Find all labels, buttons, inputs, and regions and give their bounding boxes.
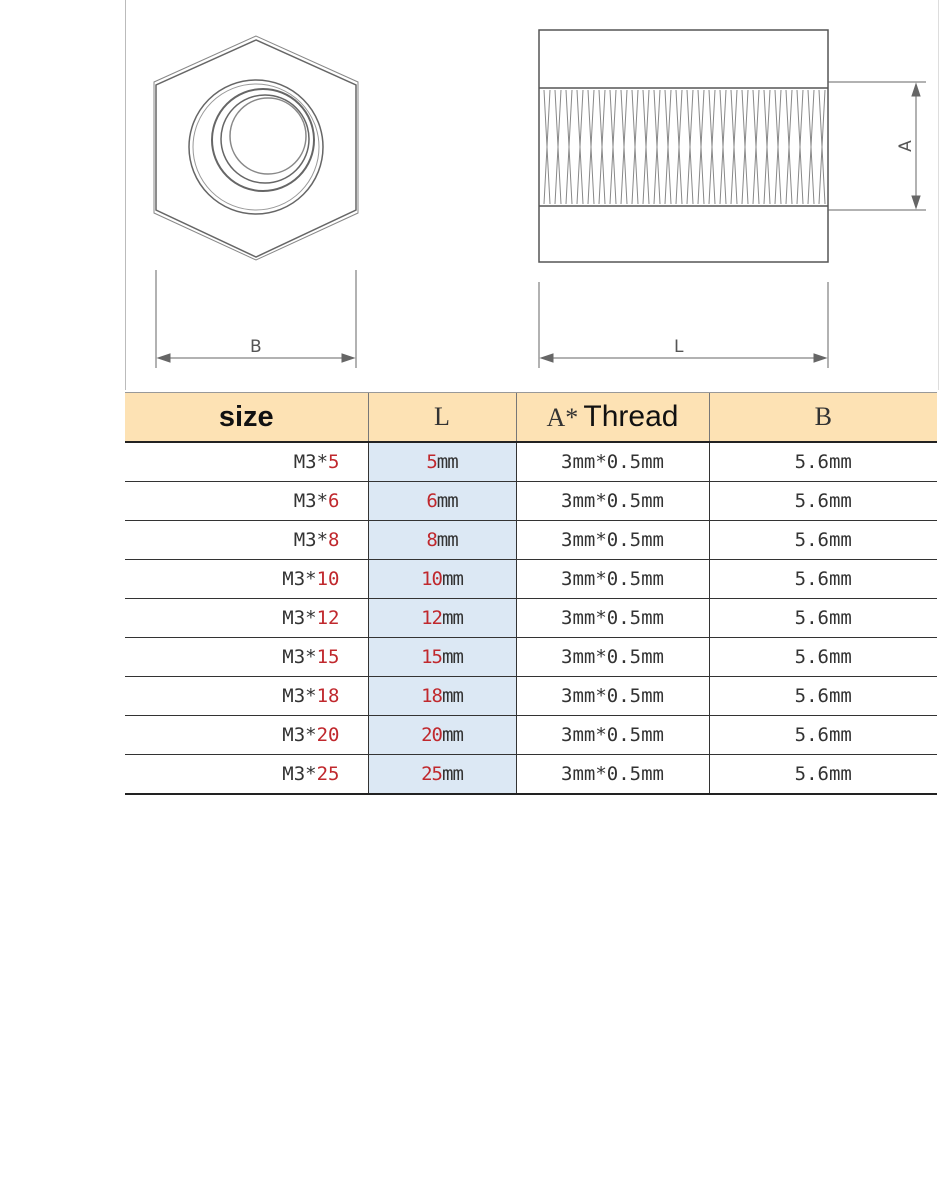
- standoff-drawing: [126, 0, 938, 390]
- size-prefix: M3*: [282, 763, 317, 785]
- table-row: [125, 638, 937, 677]
- length-value: 10: [421, 568, 442, 590]
- size-value: 18: [316, 685, 340, 707]
- width-cell: 5.6mm: [709, 716, 937, 755]
- table-row: [125, 442, 937, 482]
- table-row: [125, 599, 937, 638]
- size-value: 8: [328, 529, 340, 551]
- length-value: 15: [421, 646, 442, 668]
- length-cell: [368, 521, 516, 560]
- table-row: [125, 482, 937, 521]
- width-cell: 5.6mm: [709, 638, 937, 677]
- header-row: [125, 393, 937, 443]
- size-value: 20: [316, 724, 340, 746]
- length-cell: [368, 677, 516, 716]
- width-cell: 5.6mm: [709, 442, 937, 482]
- hex-front-view: [154, 36, 358, 260]
- size-prefix: M3*: [282, 568, 317, 590]
- thread-cell: 3mm*0.5mm: [516, 638, 709, 677]
- size-cell: [125, 677, 368, 716]
- size-prefix: M3*: [282, 724, 317, 746]
- thread-cell: 3mm*0.5mm: [516, 677, 709, 716]
- dimension-a-label: A: [896, 140, 916, 152]
- dimension-l: [539, 282, 828, 368]
- size-cell: [125, 521, 368, 560]
- dimension-l-label: L: [674, 337, 684, 357]
- size-cell: [125, 638, 368, 677]
- thread-cell: 3mm*0.5mm: [516, 442, 709, 482]
- thread-cell: 3mm*0.5mm: [516, 521, 709, 560]
- length-unit: mm: [442, 568, 463, 590]
- length-value: 20: [421, 724, 442, 746]
- header-size: size: [125, 393, 368, 443]
- length-unit: mm: [442, 607, 463, 629]
- size-prefix: M3*: [282, 607, 317, 629]
- length-unit: mm: [442, 763, 463, 785]
- size-cell: [125, 442, 368, 482]
- table-row: [125, 521, 937, 560]
- length-cell: [368, 560, 516, 599]
- size-prefix: M3*: [282, 685, 317, 707]
- length-unit: mm: [436, 451, 458, 473]
- size-cell: [125, 755, 368, 795]
- size-value: 15: [316, 646, 340, 668]
- length-cell: [368, 482, 516, 521]
- size-value: 25: [316, 763, 340, 785]
- length-value: 8: [426, 529, 437, 551]
- length-cell: [368, 442, 516, 482]
- table-row: [125, 677, 937, 716]
- table-row: [125, 755, 937, 795]
- size-cell: [125, 599, 368, 638]
- technical-drawing-panel: [125, 0, 939, 390]
- table-row: [125, 716, 937, 755]
- spec-table: [125, 392, 937, 795]
- length-cell: [368, 599, 516, 638]
- hexagon-outline: [156, 40, 356, 257]
- size-prefix: M3*: [293, 490, 329, 512]
- size-value: 12: [316, 607, 340, 629]
- length-unit: mm: [442, 685, 463, 707]
- width-cell: 5.6mm: [709, 521, 937, 560]
- size-cell: [125, 482, 368, 521]
- thread-pattern: [544, 90, 825, 204]
- thread-cell: 3mm*0.5mm: [516, 716, 709, 755]
- length-unit: mm: [442, 646, 463, 668]
- side-view: [539, 30, 828, 262]
- size-prefix: M3*: [293, 451, 329, 473]
- dimension-b-label: B: [250, 337, 262, 357]
- length-value: 25: [421, 763, 442, 785]
- length-unit: mm: [436, 529, 458, 551]
- width-cell: 5.6mm: [709, 482, 937, 521]
- size-prefix: M3*: [293, 529, 329, 551]
- header-width: B: [709, 393, 937, 443]
- width-cell: 5.6mm: [709, 599, 937, 638]
- thread-cell: 3mm*0.5mm: [516, 560, 709, 599]
- length-cell: [368, 716, 516, 755]
- length-unit: mm: [442, 724, 463, 746]
- width-cell: 5.6mm: [709, 560, 937, 599]
- thread-cell: 3mm*0.5mm: [516, 482, 709, 521]
- size-value: 5: [328, 451, 340, 473]
- table-row: [125, 560, 937, 599]
- length-cell: [368, 755, 516, 795]
- size-prefix: M3*: [282, 646, 317, 668]
- thread-cell: 3mm*0.5mm: [516, 599, 709, 638]
- width-cell: 5.6mm: [709, 755, 937, 795]
- size-value: 6: [328, 490, 340, 512]
- length-cell: [368, 638, 516, 677]
- length-value: 18: [421, 685, 442, 707]
- length-value: 6: [426, 490, 437, 512]
- size-value: 10: [316, 568, 340, 590]
- length-unit: mm: [436, 490, 458, 512]
- length-value: 5: [426, 451, 437, 473]
- body-outline: [539, 30, 828, 262]
- thread-cell: 3mm*0.5mm: [516, 755, 709, 795]
- width-cell: 5.6mm: [709, 677, 937, 716]
- header-thread: A* Thread: [516, 393, 709, 443]
- header-length: L: [368, 393, 516, 443]
- size-cell: [125, 716, 368, 755]
- length-value: 12: [421, 607, 442, 629]
- size-cell: [125, 560, 368, 599]
